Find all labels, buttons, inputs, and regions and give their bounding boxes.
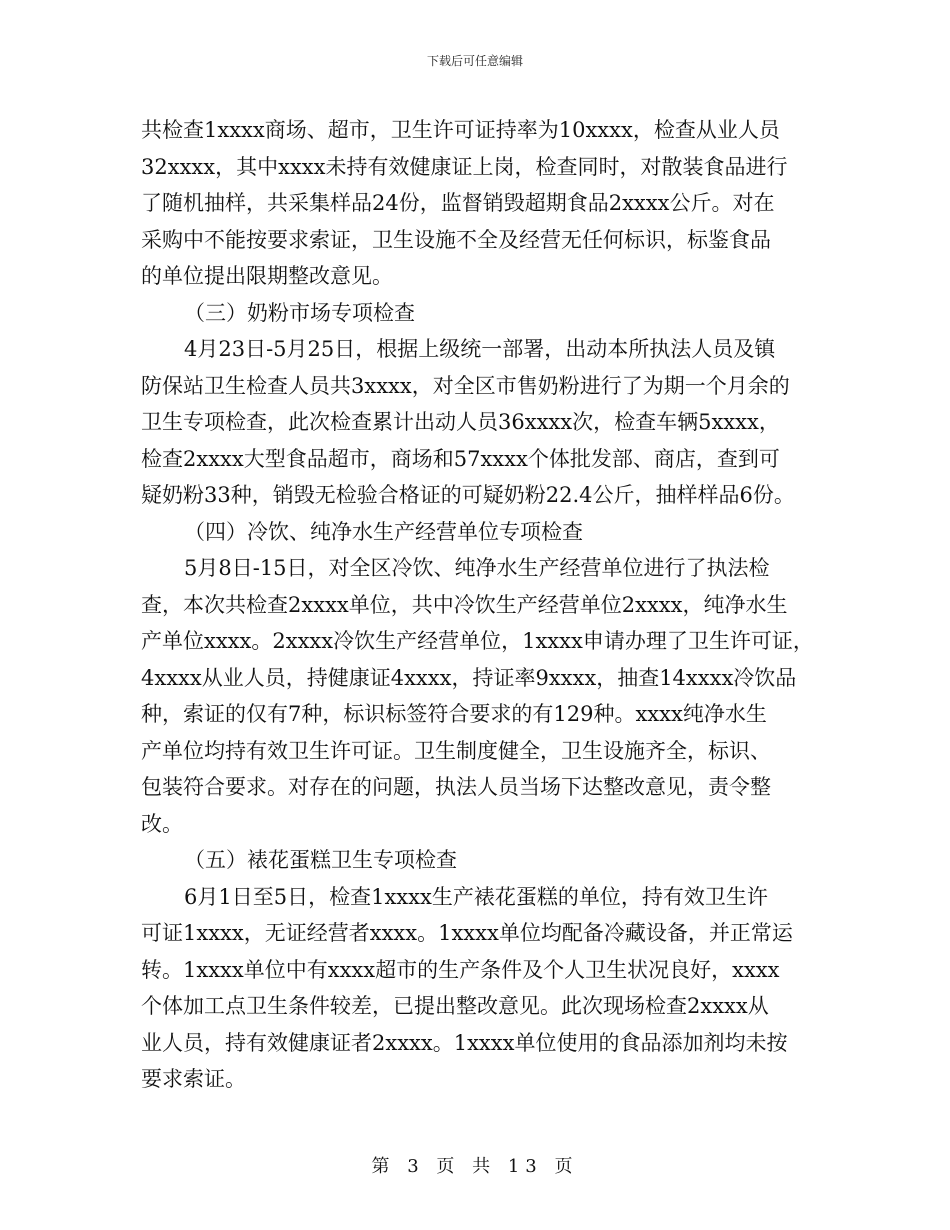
body-line: 疑奶粉33种，销毁无检验合格证的可疑奶粉22.4公斤，抽样样品6份。 — [141, 483, 795, 507]
body-line: 共检查1xxxx商场、超市，卫生许可证持率为10xxxx，检查从业人员 — [141, 118, 780, 142]
body-line: 的单位提出限期整改意见。 — [141, 264, 393, 288]
section-heading-4: （四）冷饮、纯净水生产经营单位专项检查 — [184, 519, 583, 544]
page-header: 下载后可任意编辑 — [426, 54, 523, 68]
body-line: 可证1xxxx，无证经营者xxxx。1xxxx单位均配备冷藏设备，并正常运 — [141, 921, 793, 945]
body-line: 卫生专项检查，此次检查累计出动人员36xxxx次，检查车辆5xxxx， — [141, 410, 780, 434]
body-line: 6月1日至5日，检查1xxxx生产裱花蛋糕的单位，持有效卫生许 — [184, 884, 768, 909]
body-line: 采购中不能按要求索证，卫生设施不全及经营无任何标识，标鉴食品 — [141, 227, 771, 252]
body-line: 改。 — [141, 811, 183, 836]
body-line: 包装符合要求。对存在的问题，执法人员当场下达整改意见，责令整 — [141, 775, 771, 799]
body-line: 个体加工点卫生条件较差，已提出整改意见。此次现场检查2xxxx从 — [141, 994, 769, 1018]
body-line: 检查2xxxx大型食品超市，商场和57xxxx个体批发部、商店，查到可 — [141, 446, 780, 471]
body-line: 32xxxx，其中xxxx未持有效健康证上岗，检查同时，对散装食品进行 — [141, 154, 788, 179]
document-body — [141, 112, 831, 1098]
page-number-footer: 第 3 页 共 13 页 — [371, 1156, 579, 1177]
body-line: 产单位均持有效卫生许可证。卫生制度健全，卫生设施齐全，标识、 — [141, 738, 771, 763]
body-line: 防保站卫生检查人员共3xxxx，对全区市售奶粉进行了为期一个月余的 — [141, 373, 790, 398]
body-line: 转。1xxxx单位中有xxxx超市的生产条件及个人卫生状况良好，xxxx — [141, 957, 780, 982]
body-line: 4xxxx从业人员，持健康证4xxxx，持证率9xxxx，抽查14xxxx冷饮品 — [141, 665, 797, 690]
body-line: 了随机抽样，共采集样品24份，监督销毁超期食品2xxxx公斤。对在 — [141, 191, 775, 215]
section-heading-3: （三）奶粉市场专项检查 — [184, 300, 415, 325]
body-line: 种，索证的仅有7种，标识标签符合要求的有129种。xxxx纯净水生 — [141, 702, 767, 726]
body-line: 要求索证。 — [141, 1067, 246, 1091]
body-line: 查，本次共检查2xxxx单位，共中冷饮生产经营单位2xxxx，纯净水生 — [141, 592, 788, 617]
body-line: 业人员，持有效健康证者2xxxx。1xxxx单位使用的食品添加剂均未按 — [141, 1030, 788, 1055]
body-line: 5月8日-15日，对全区冷饮、纯净水生产经营单位进行了执法检 — [184, 556, 770, 580]
body-line: 产单位xxxx。2xxxx冷饮生产经营单位，1xxxx申请办理了卫生许可证， — [141, 629, 814, 653]
body-line: 4月23日-5月25日，根据上级统一部署，出动本所执法人员及镇 — [184, 337, 776, 361]
section-heading-5: （五）裱花蛋糕卫生专项检查 — [184, 848, 457, 872]
